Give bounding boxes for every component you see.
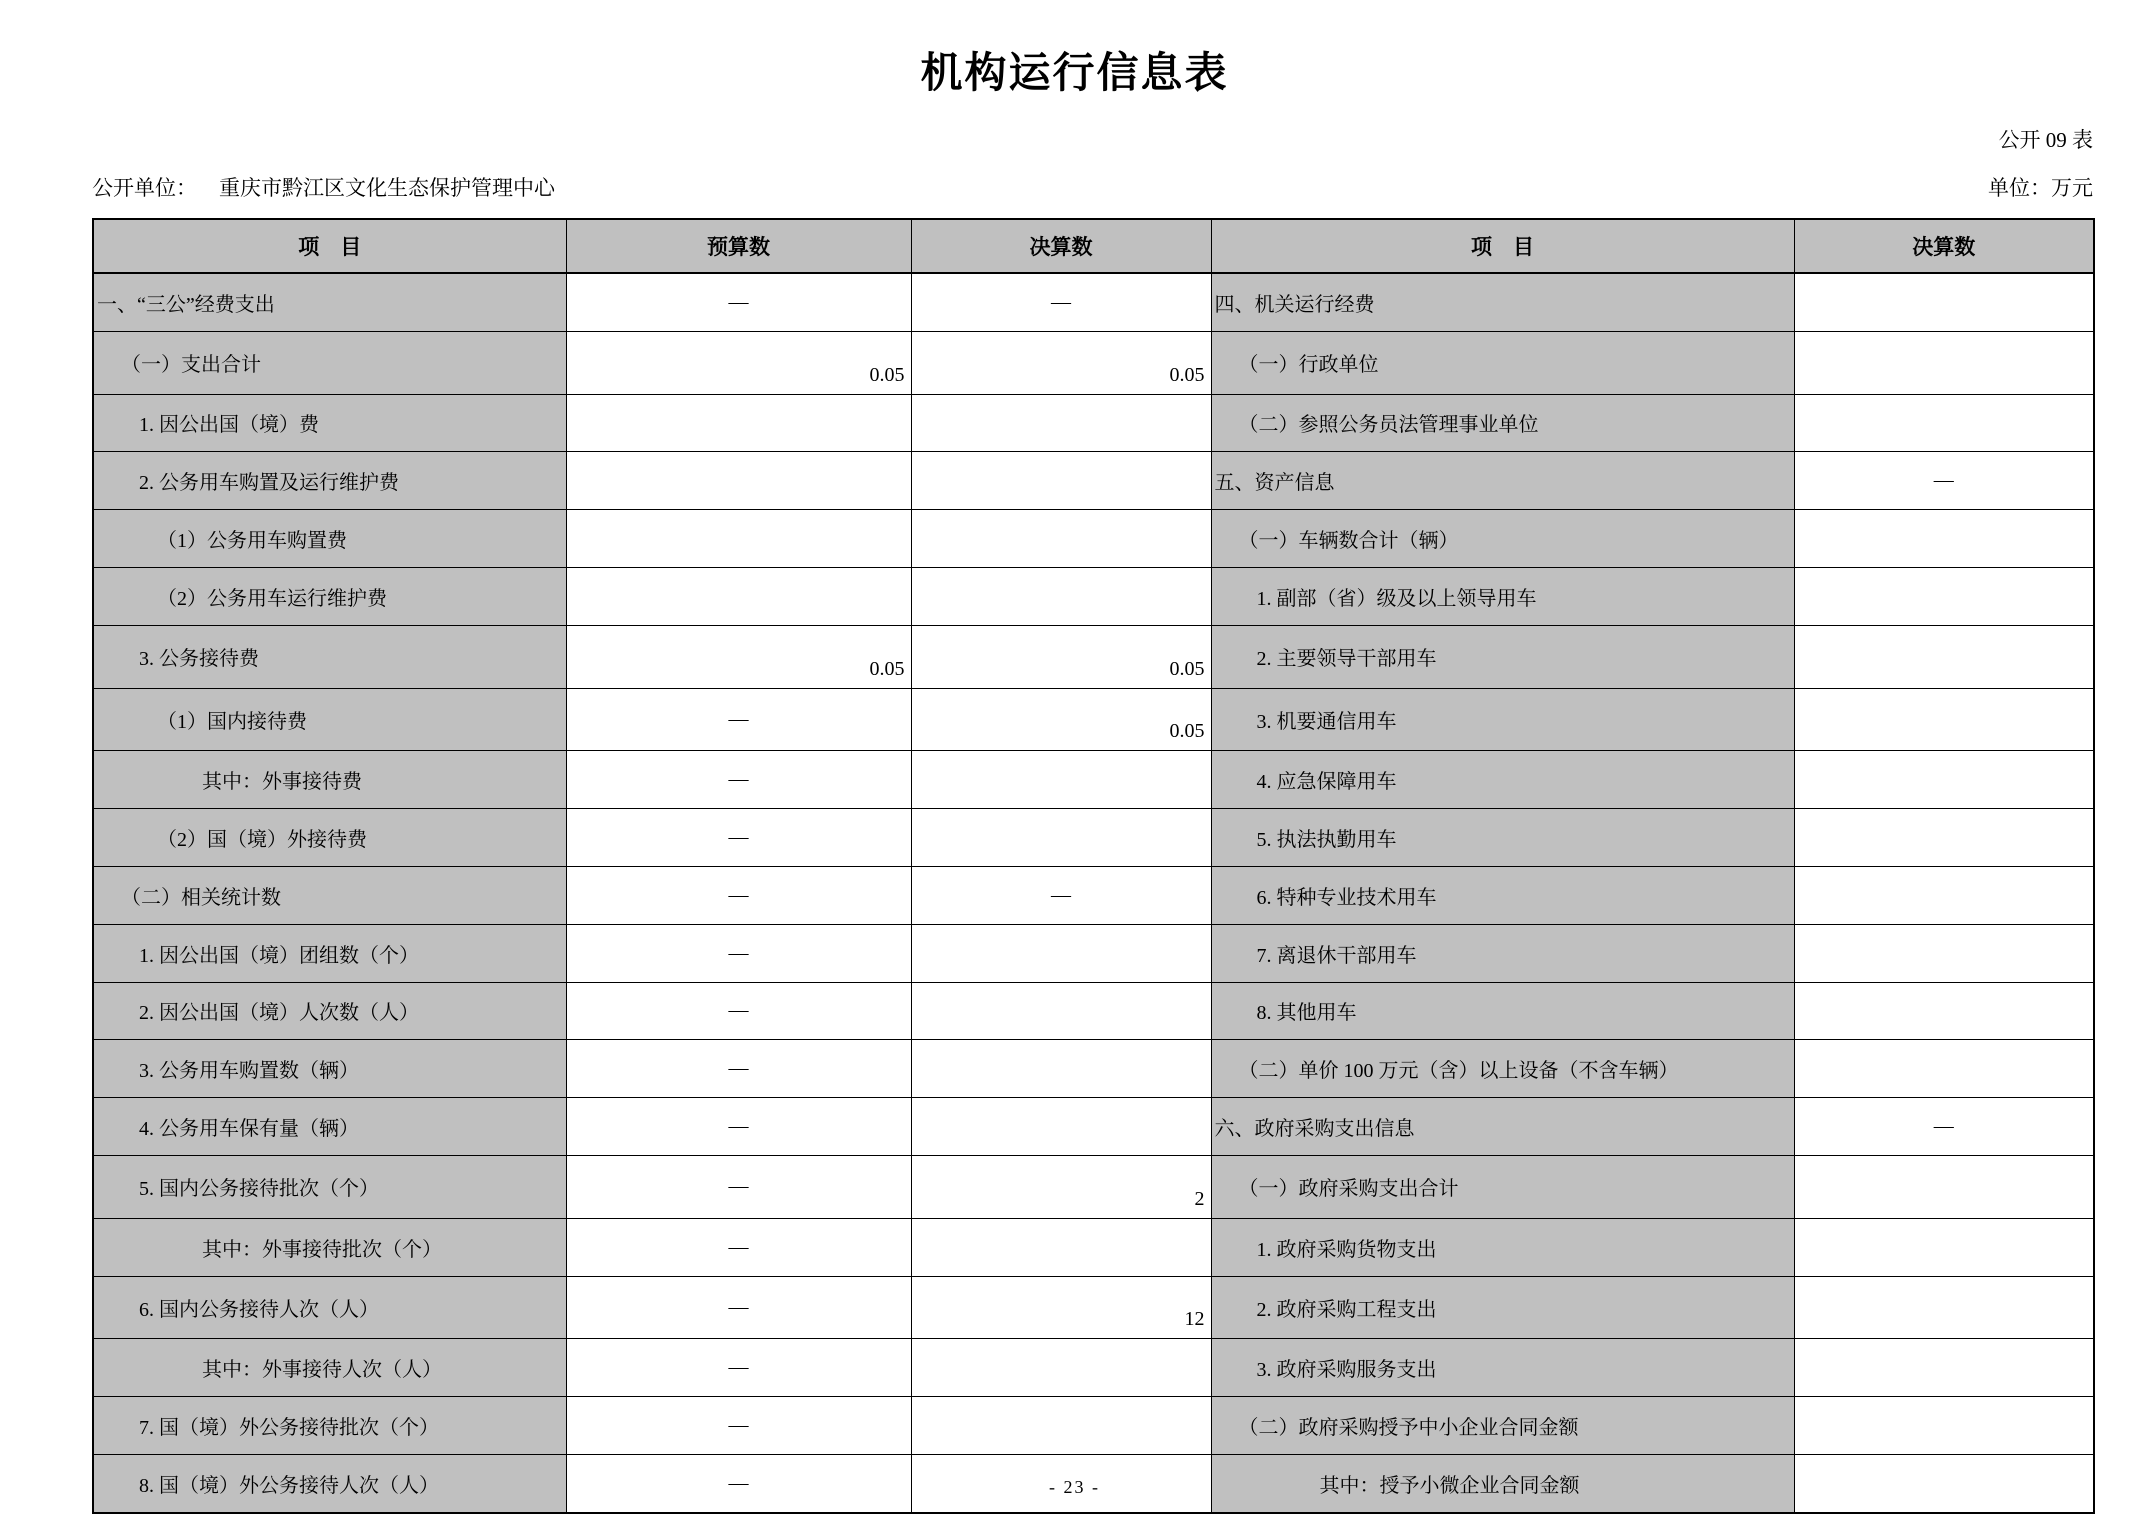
row-label-right: 8. 其他用车: [1211, 982, 1794, 1040]
table-row: [93, 688, 2094, 751]
row-label-right: 四、机关运行经费: [1211, 273, 1794, 331]
final-value-right: [1794, 1218, 2094, 1276]
final-value-left: 0.05: [911, 688, 1211, 751]
budget-value: [566, 452, 911, 510]
final-value-left: [911, 394, 1211, 452]
row-label-right: 5. 执法执勤用车: [1211, 809, 1794, 867]
row-label-left: 3. 公务接待费: [93, 625, 566, 688]
table-body: [93, 273, 2094, 1513]
table-row: [93, 924, 2094, 982]
row-label-right: 4. 应急保障用车: [1211, 751, 1794, 809]
row-label-right: （二）单价 100 万元（含）以上设备（不含车辆）: [1211, 1040, 1794, 1098]
info-line: [92, 172, 2093, 202]
final-value-right: [1794, 751, 2094, 809]
row-label-right: 1. 政府采购货物支出: [1211, 1218, 1794, 1276]
final-value-left: [911, 1339, 1211, 1397]
final-value-left: [911, 982, 1211, 1040]
row-label-right: 3. 政府采购服务支出: [1211, 1339, 1794, 1397]
budget-value: —: [566, 1397, 911, 1455]
final-value-left: [911, 809, 1211, 867]
budget-value: —: [566, 1218, 911, 1276]
row-label-left: 8. 国（境）外公务接待人次（人）: [93, 1454, 566, 1512]
table-row: [93, 452, 2094, 510]
budget-value: 0.05: [566, 331, 911, 394]
final-value-left: 0.05: [911, 331, 1211, 394]
page-title: 机构运行信息表: [920, 51, 1229, 97]
final-value-right: [1794, 625, 2094, 688]
row-label-right: （一）车辆数合计（辆）: [1211, 510, 1794, 568]
final-value-right: —: [1794, 452, 2094, 510]
page-number: - 23 -: [1049, 1477, 1100, 1497]
row-label-right: 3. 机要通信用车: [1211, 688, 1794, 751]
budget-value: —: [566, 1454, 911, 1512]
row-label-left: （1）国内接待费: [93, 688, 566, 751]
table-row: [93, 273, 2094, 331]
header-budget: 预算数: [566, 219, 911, 273]
final-value-right: [1794, 924, 2094, 982]
row-label-right: 2. 政府采购工程支出: [1211, 1276, 1794, 1339]
table-row: [93, 510, 2094, 568]
row-label-left: 其中：外事接待批次（个）: [93, 1218, 566, 1276]
budget-value: —: [566, 273, 911, 331]
final-value-left: 0.05: [911, 625, 1211, 688]
budget-value: —: [566, 866, 911, 924]
table-row: [93, 751, 2094, 809]
table-row: [93, 866, 2094, 924]
row-label-left: 4. 公务用车保有量（辆）: [93, 1098, 566, 1156]
row-label-left: 一、“三公”经费支出: [93, 273, 566, 331]
header-item-right: 项 目: [1211, 219, 1794, 273]
table-row: [93, 394, 2094, 452]
header-item-left: 项 目: [93, 219, 566, 273]
row-label-right: 7. 离退休干部用车: [1211, 924, 1794, 982]
final-value-right: [1794, 510, 2094, 568]
final-value-right: [1794, 809, 2094, 867]
final-value-left: —: [911, 866, 1211, 924]
table-row: [93, 1098, 2094, 1156]
row-label-right: （一）政府采购支出合计: [1211, 1155, 1794, 1218]
budget-value: —: [566, 1339, 911, 1397]
final-value-right: [1794, 1397, 2094, 1455]
row-label-right: （二）参照公务员法管理事业单位: [1211, 394, 1794, 452]
final-value-left: [911, 567, 1211, 625]
budget-value: —: [566, 982, 911, 1040]
budget-value: [566, 510, 911, 568]
final-value-right: [1794, 982, 2094, 1040]
row-label-right: （一）行政单位: [1211, 331, 1794, 394]
row-label-left: 7. 国（境）外公务接待批次（个）: [93, 1397, 566, 1455]
final-value-right: [1794, 1339, 2094, 1397]
row-label-left: （2）公务用车运行维护费: [93, 567, 566, 625]
publish-unit: [92, 172, 555, 202]
final-value-left: [911, 1040, 1211, 1098]
table-row: [93, 1040, 2094, 1098]
row-label-right: 其中：授予小微企业合同金额: [1211, 1454, 1794, 1512]
table-row: [93, 1155, 2094, 1218]
table-row: [93, 331, 2094, 394]
row-label-left: 其中：外事接待人次（人）: [93, 1339, 566, 1397]
row-label-left: （1）公务用车购置费: [93, 510, 566, 568]
header-row: [93, 219, 2094, 273]
final-value-right: [1794, 273, 2094, 331]
row-label-left: 2. 因公出国（境）人次数（人）: [93, 982, 566, 1040]
table-row: [93, 625, 2094, 688]
row-label-left: 2. 公务用车购置及运行维护费: [93, 452, 566, 510]
table-row: [93, 567, 2094, 625]
final-value-left: [911, 1397, 1211, 1455]
final-value-left: [911, 510, 1211, 568]
row-label-left: （一）支出合计: [93, 331, 566, 394]
final-value-right: [1794, 1276, 2094, 1339]
budget-value: —: [566, 688, 911, 751]
publish-unit-label: 公开单位：: [92, 176, 197, 200]
budget-value: [566, 567, 911, 625]
row-label-right: 六、政府采购支出信息: [1211, 1098, 1794, 1156]
budget-value: —: [566, 924, 911, 982]
final-value-right: —: [1794, 1098, 2094, 1156]
final-value-left: [911, 1098, 1211, 1156]
row-label-left: 3. 公务用车购置数（辆）: [93, 1040, 566, 1098]
final-value-right: [1794, 1155, 2094, 1218]
budget-value: 0.05: [566, 625, 911, 688]
row-label-right: 2. 主要领导干部用车: [1211, 625, 1794, 688]
final-value-left: 2: [911, 1155, 1211, 1218]
final-value-left: 12: [911, 1276, 1211, 1339]
budget-value: —: [566, 1098, 911, 1156]
final-value-right: [1794, 688, 2094, 751]
row-label-left: 6. 国内公务接待人次（人）: [93, 1276, 566, 1339]
final-value-right: [1794, 331, 2094, 394]
final-value-left: [911, 1218, 1211, 1276]
header-final-left: 决算数: [911, 219, 1211, 273]
budget-value: [566, 394, 911, 452]
row-label-right: （二）政府采购授予中小企业合同金额: [1211, 1397, 1794, 1455]
final-value-right: [1794, 567, 2094, 625]
row-label-left: 5. 国内公务接待批次（个）: [93, 1155, 566, 1218]
row-label-right: 1. 副部（省）级及以上领导用车: [1211, 567, 1794, 625]
final-value-right: [1794, 394, 2094, 452]
final-value-left: [911, 924, 1211, 982]
final-value-left: [911, 452, 1211, 510]
table-row: [93, 1397, 2094, 1455]
row-label-left: 1. 因公出国（境）费: [93, 394, 566, 452]
budget-value: —: [566, 809, 911, 867]
budget-value: —: [566, 1155, 911, 1218]
budget-value: —: [566, 751, 911, 809]
row-label-left: （2）国（境）外接待费: [93, 809, 566, 867]
row-label-left: 其中：外事接待费: [93, 751, 566, 809]
form-number: 公开 09 表: [1998, 128, 2093, 152]
table-row: [93, 809, 2094, 867]
table-row: [93, 1276, 2094, 1339]
row-label-left: （二）相关统计数: [93, 866, 566, 924]
row-label-left: 1. 因公出国（境）团组数（个）: [93, 924, 566, 982]
currency-unit-label: 单位：万元: [1988, 176, 2093, 200]
final-value-left: [911, 751, 1211, 809]
final-value-right: [1794, 866, 2094, 924]
row-label-right: 五、资产信息: [1211, 452, 1794, 510]
table-row: [93, 1339, 2094, 1397]
budget-value: —: [566, 1276, 911, 1339]
row-label-right: 6. 特种专业技术用车: [1211, 866, 1794, 924]
institution-operation-table: [92, 218, 2095, 1514]
header-final-right: 决算数: [1794, 219, 2094, 273]
table-row: [93, 1218, 2094, 1276]
final-value-left: —: [911, 273, 1211, 331]
final-value-right: [1794, 1040, 2094, 1098]
budget-value: —: [566, 1040, 911, 1098]
table-row: [93, 982, 2094, 1040]
publish-unit-name: 重庆市黔江区文化生态保护管理中心: [219, 176, 555, 200]
